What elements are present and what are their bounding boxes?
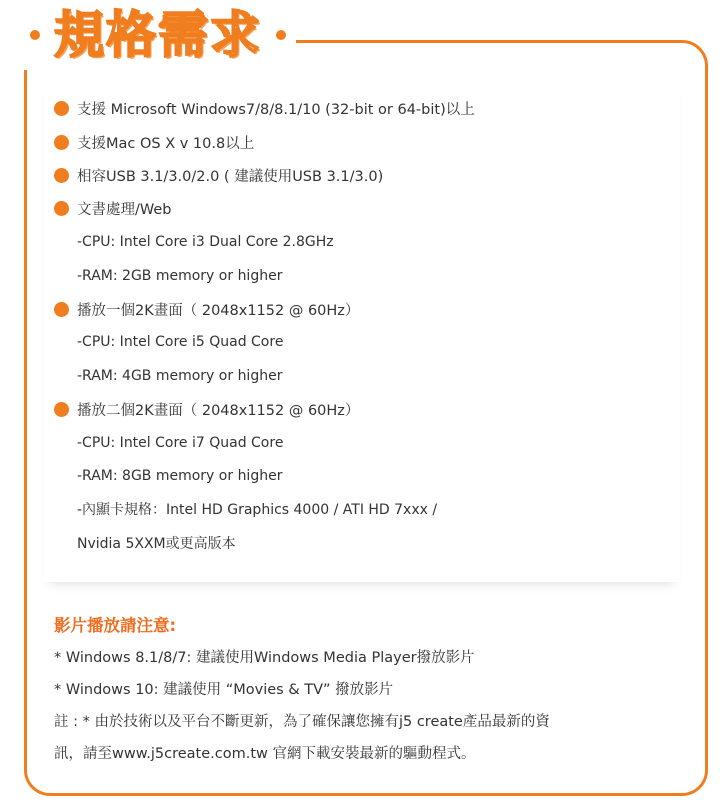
page-title: 規格需求 — [54, 6, 262, 64]
requirement-text: 相容USB 3.1/3.0/2.0 ( 建議使用USB 3.1/3.0) — [77, 168, 384, 185]
requirement-detail-text: -CPU: Intel Core i5 Quad Core — [77, 334, 284, 351]
requirement-detail-text: -CPU: Intel Core i3 Dual Core 2.8GHz — [77, 234, 334, 251]
bullet-dot-icon — [54, 135, 69, 150]
requirement-office-web — [54, 192, 694, 225]
title-right-dot — [276, 30, 286, 40]
requirement-detail-text: -RAM: 8GB memory or higher — [77, 467, 283, 484]
requirement-text: 支援 Microsoft Windows7/8/8.1/10 (32-bit or 64-bit)以上 — [77, 102, 475, 119]
requirement-detail — [54, 259, 694, 292]
requirement-detail-text: -RAM: 4GB memory or higher — [77, 367, 283, 384]
requirement-detail — [54, 359, 694, 392]
requirement-mac — [54, 125, 694, 158]
title-banner — [20, 0, 296, 70]
requirement-text: 播放一個2K畫面（ 2048x1152 @ 60Hz） — [77, 302, 360, 319]
requirement-two-2k — [54, 393, 694, 426]
requirement-one-2k — [54, 292, 694, 325]
title-left-dot — [30, 30, 40, 40]
note-line: * Windows 8.1/8/7: 建議使用Windows Media Player撥放影片 — [54, 649, 475, 666]
playback-notes — [54, 608, 694, 768]
requirement-detail — [54, 493, 694, 526]
requirement-detail — [54, 226, 694, 259]
note-line: 訊，請至www.j5create.com.tw 官網下載安裝最新的驅動程式。 — [54, 745, 476, 762]
requirement-detail-text: -內顯卡規格：Intel HD Graphics 4000 / ATI HD 7xxx / — [77, 502, 438, 519]
requirement-windows — [54, 92, 694, 125]
bullet-dot-icon — [54, 168, 69, 183]
requirement-text: 文書處理/Web — [77, 202, 172, 219]
requirement-detail — [54, 526, 694, 559]
bullet-dot-icon — [54, 302, 69, 317]
requirement-text: 播放二個2K畫面（ 2048x1152 @ 60Hz） — [77, 402, 360, 419]
requirements-list — [54, 92, 694, 559]
requirement-detail — [54, 426, 694, 459]
requirement-detail — [54, 326, 694, 359]
notes-heading: 影片播放請注意: — [54, 616, 177, 635]
bullet-dot-icon — [54, 402, 69, 417]
note-line: 註 : * 由於技術以及平台不斷更新，為了確保讓您擁有j5 create產品最新的資 — [54, 713, 550, 730]
bullet-dot-icon — [54, 201, 69, 216]
requirement-detail-text: -RAM: 2GB memory or higher — [77, 267, 283, 284]
requirement-text: 支援Mac OS X v 10.8以上 — [77, 135, 255, 152]
requirement-detail — [54, 459, 694, 492]
note-line: * Windows 10: 建議使用 “Movies & TV” 撥放影片 — [54, 681, 394, 698]
bullet-dot-icon — [54, 101, 69, 116]
requirement-detail-text: -CPU: Intel Core i7 Quad Core — [77, 434, 284, 451]
requirement-usb — [54, 159, 694, 192]
requirement-detail-text: Nvidia 5XXM或更高版本 — [77, 535, 236, 552]
